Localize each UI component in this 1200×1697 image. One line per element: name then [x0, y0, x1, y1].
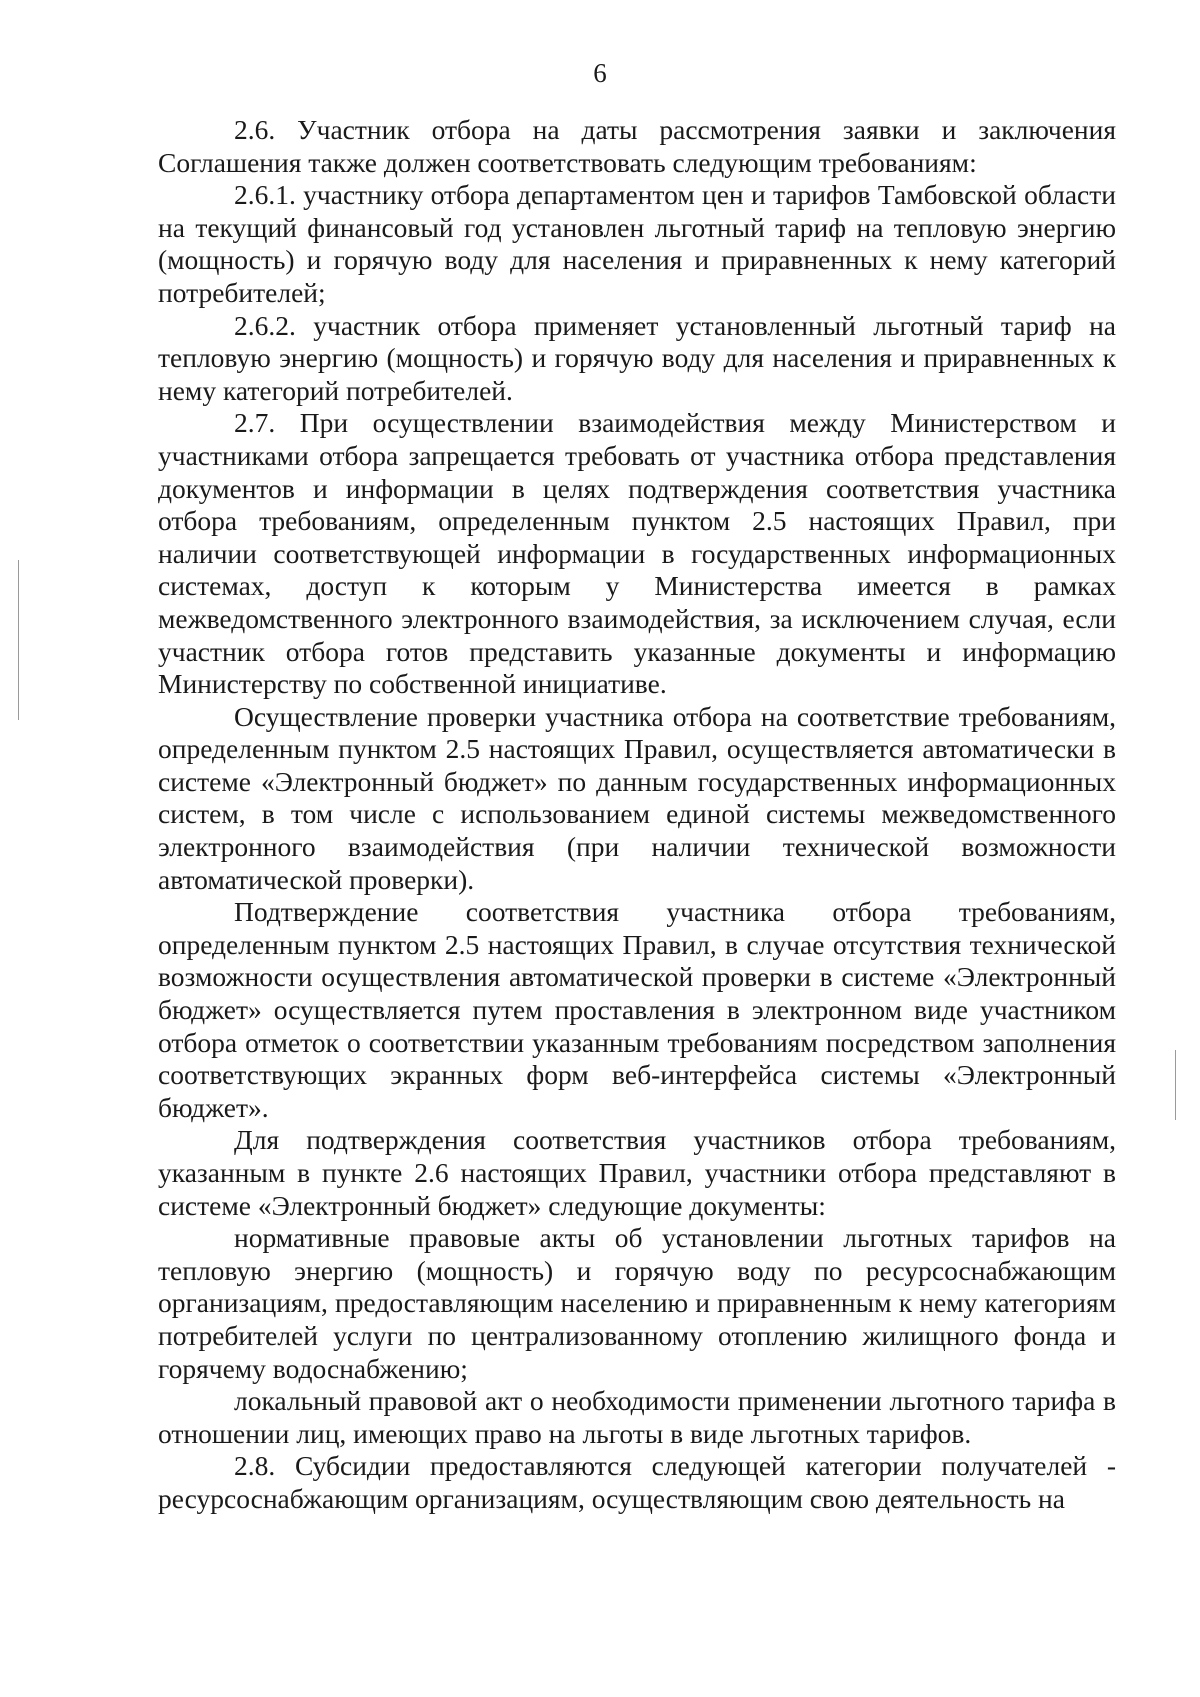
- paragraph-documents-intro: Для подтверждения соответствия участников отбора требованиям, указанным в пункте 2.6 настоящих Правил, участники отбора представляют в системе «Электронный бюджет» следующие документы:: [158, 1124, 1116, 1221]
- document-body: [158, 114, 1116, 1516]
- paragraph-2-6-1: 2.6.1. участнику отбора департаментом цен и тарифов Тамбовской области на текущий финансовый год установлен льготный тариф на тепловую энергию (мощность) и горячую воду для населения и приравненных к нему категорий потребителей;: [158, 179, 1116, 308]
- scan-artifact-left: [18, 560, 19, 720]
- paragraph-2-6-2: 2.6.2. участник отбора применяет установленный льготный тариф на тепловую энергию (мощность) и горячую воду для населения и приравненных к нему категорий потребителей.: [158, 309, 1116, 406]
- paragraph-2-6: 2.6. Участник отбора на даты рассмотрения заявки и заключения Соглашения также должен соответствовать следующим требованиям:: [158, 114, 1116, 178]
- paragraph-2-8: 2.8. Субсидии предоставляются следующей категории получателей - ресурсоснабжающим организациям, осуществляющим свою деятельность на: [158, 1450, 1116, 1514]
- paragraph-2-7: 2.7. При осуществлении взаимодействия между Министерством и участниками отбора запрещается требовать от участника отбора представления документов и информации в целях подтверждения соответствия участника отбора требованиям, определенным пунктом 2.5 настоящих Правил, при наличии соответствующей информации в государственных информационных системах, доступ к которым у Министерства имеется в рамках межведомственного электронного взаимодействия, за исключением случая, если участник отбора готов представить указанные документы и информацию Министерству по собственной инициативе.: [158, 407, 1116, 700]
- page-number: 6: [593, 58, 607, 88]
- paragraph-verification: Осуществление проверки участника отбора на соответствие требованиям, определенным пунктом 2.5 настоящих Правил, осуществляется автоматически в системе «Электронный бюджет» по данным государственных информационных систем, в том числе с использованием единой системы межведомственного электронного взаимодействия (при наличии технической возможности автоматической проверки).: [158, 700, 1116, 895]
- paragraph-confirmation: Подтверждение соответствия участника отбора требованиям, определенным пунктом 2.5 настоящих Правил, в случае отсутствия технической возможности осуществления автоматической проверки в системе «Электронный бюджет» осуществляется путем проставления в электронном виде участником отбора отметок о соответствии указанным требованиям посредством заполнения соответствующих экранных форм веб-интерфейса системы «Электронный бюджет».: [158, 896, 1116, 1123]
- paragraph-normative-acts: нормативные правовые акты об установлении льготных тарифов на тепловую энергию (мощность) и горячую воду по ресурсоснабжающим организациям, предоставляющим населению и приравненным к нему категориям потребителей услуги по централизованному отоплению жилищного фонда и горячему водоснабжению;: [158, 1222, 1116, 1384]
- scan-artifact-right: [1175, 1050, 1176, 1120]
- paragraph-local-act: локальный правовой акт о необходимости применении льготного тарифа в отношении лиц, имеющих право на льготы в виде льготных тарифов.: [158, 1385, 1116, 1449]
